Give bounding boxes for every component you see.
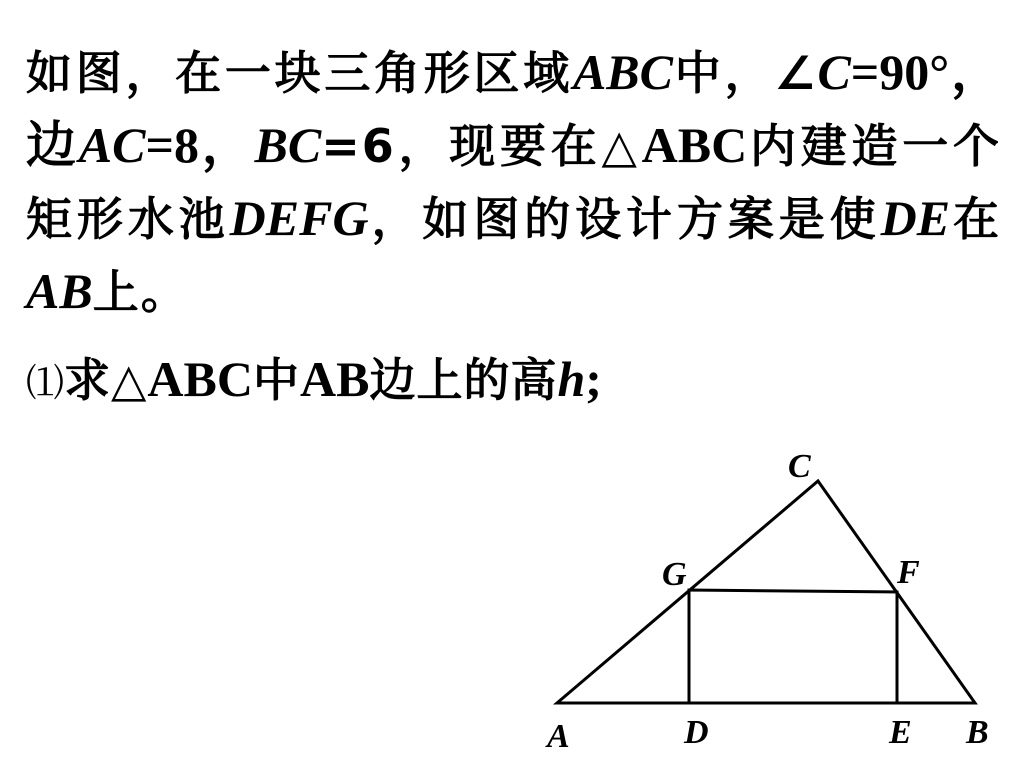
segment-de: DE	[880, 190, 951, 246]
question-number: ⑴	[26, 363, 65, 405]
side-ac-length: =8，	[145, 117, 255, 173]
label-e: E	[889, 714, 912, 751]
segment-ab: AB	[26, 263, 93, 319]
segment-ab: AB	[299, 351, 370, 407]
label-g: G	[662, 556, 687, 593]
triangle-name: ABC	[572, 44, 674, 100]
problem-text: 内建造一个矩形水池	[26, 119, 1002, 246]
label-c: C	[788, 448, 811, 485]
rectangle-name: DEFG	[229, 190, 369, 246]
question-text: ;	[585, 351, 602, 407]
problem-text: ，如图的设计方案是使	[368, 192, 881, 246]
problem-text: 中，	[673, 46, 775, 100]
question-text: 中	[252, 353, 300, 407]
triangle-name: ABC	[147, 351, 253, 407]
vertex-c: C	[817, 44, 851, 100]
triangle-name: ABC	[641, 117, 748, 173]
label-b: B	[966, 714, 989, 751]
side-ac: AC	[78, 117, 146, 173]
question-text: 边上的高	[369, 353, 558, 407]
height-symbol: h	[557, 351, 586, 407]
label-d: D	[684, 714, 709, 751]
label-a: A	[547, 718, 570, 755]
side-bc: BC	[254, 117, 322, 173]
rectangle-defg	[689, 590, 897, 703]
problem-text: =6，现要在△	[321, 119, 642, 173]
problem-text: 上。	[92, 265, 189, 319]
label-f: F	[897, 554, 920, 591]
problem-text: 在	[950, 192, 1002, 246]
problem-text: 如图，在一块三角形区域	[26, 46, 573, 100]
angle-value: =90°，边	[26, 44, 1002, 173]
question-text: 求△	[64, 353, 148, 407]
angle-symbol: ∠	[774, 46, 818, 100]
